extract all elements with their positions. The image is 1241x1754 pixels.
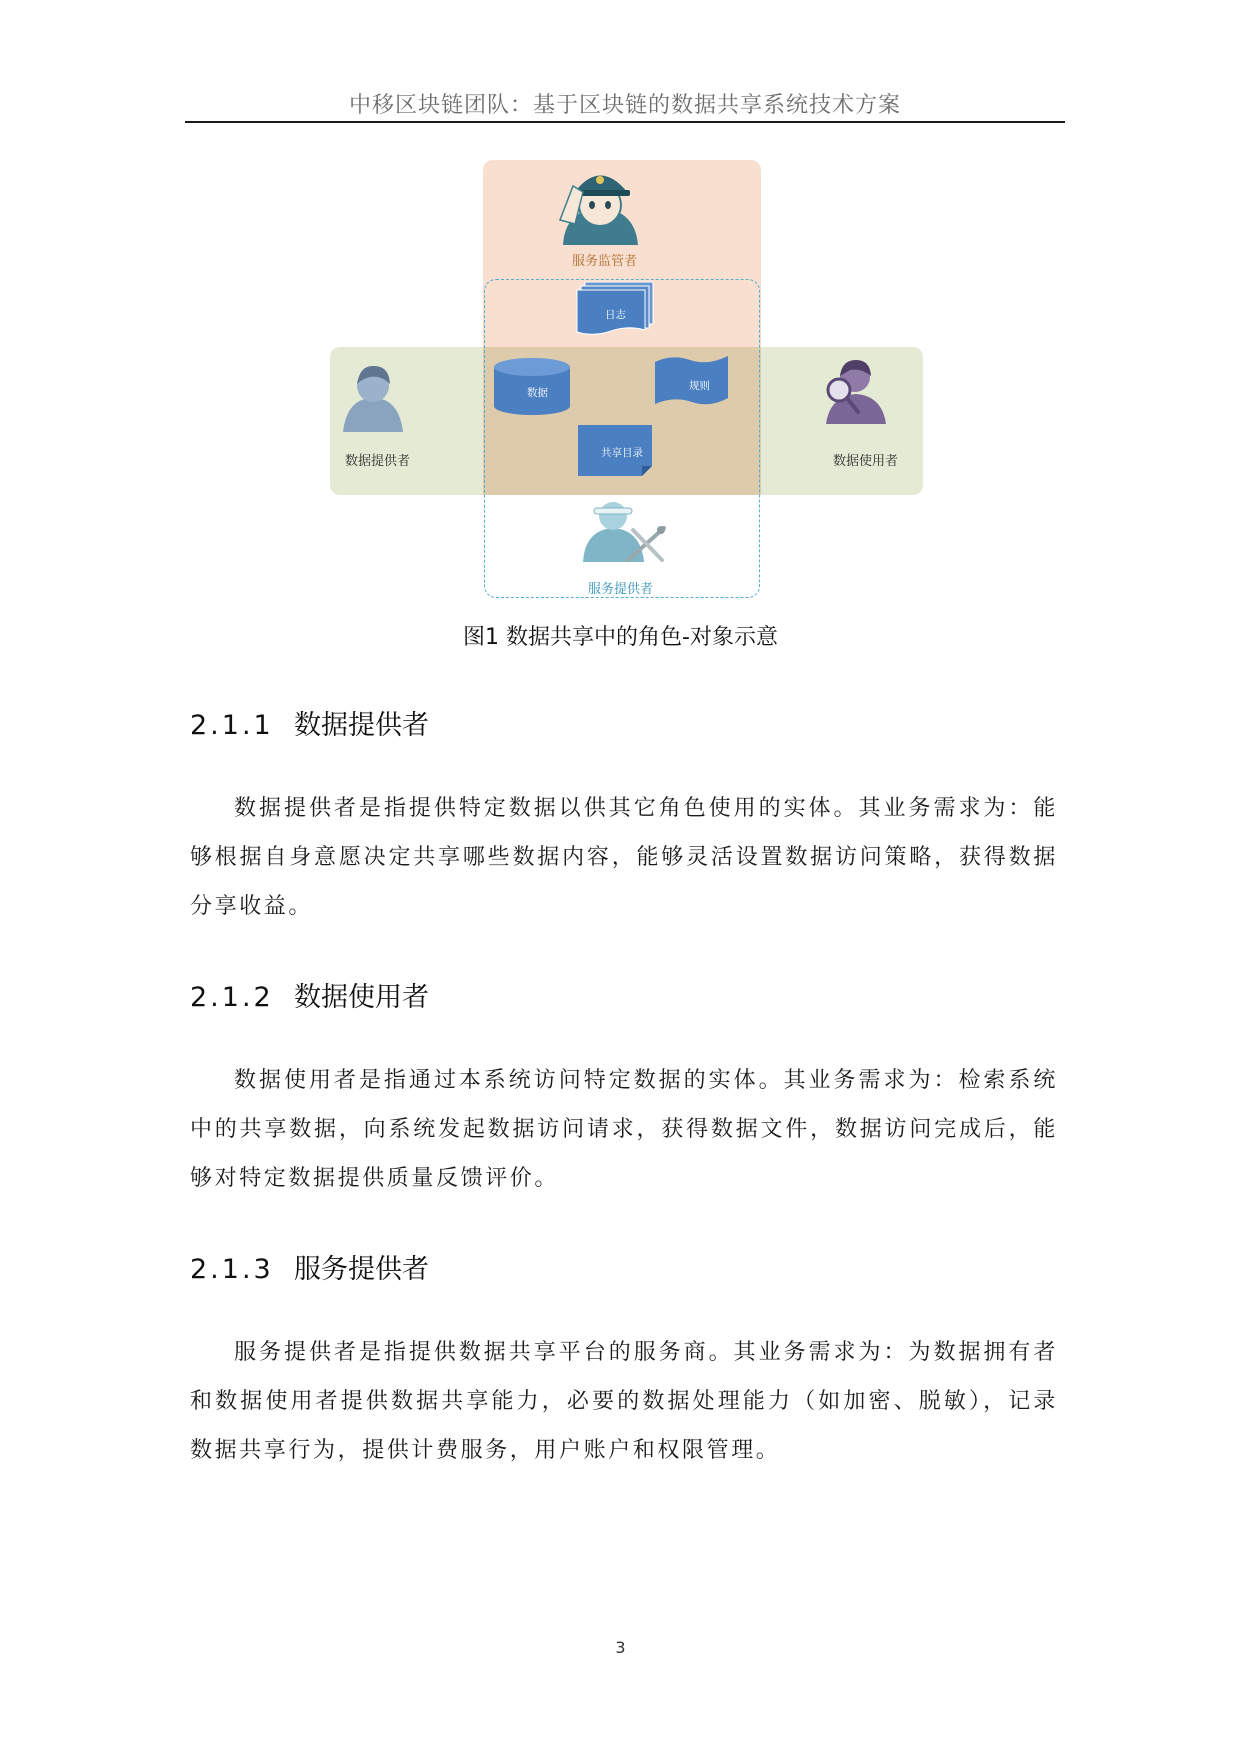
page-number: 3: [615, 1638, 626, 1657]
police-officer-icon: [560, 176, 638, 246]
page-header: 中移区块链团队：基于区块链的数据共享系统技术方案: [348, 93, 901, 118]
data-user-label: 数据使用者: [833, 454, 899, 469]
data-provider-label: 数据提供者: [345, 454, 411, 469]
section-number: 2.1.1: [190, 710, 274, 741]
section-heading-data-provider: [190, 703, 429, 742]
section-number: 2.1.2: [190, 982, 274, 1013]
data-label: 数据: [527, 387, 548, 399]
role-object-figure: [0, 0, 1241, 620]
section-number: 2.1.3: [190, 1254, 274, 1285]
data-provider-person-icon: [343, 366, 403, 432]
section-body-service-provider: 服务提供者是指提供数据共享平台的服务商。其业务需求为：为数据拥有者和数据使用者提供数据共享能力，必要的数据处理能力（如加密、脱敏），记录数据共享行为，提供计费服务，用户账户和权限管理。: [190, 1340, 1058, 1463]
data-user-magnifier-icon: [826, 360, 886, 424]
section-title: 服务提供者: [294, 1254, 429, 1285]
service-provider-tools-icon: [583, 502, 665, 562]
section-title: 数据提供者: [294, 710, 429, 741]
supervisor-label: 服务监管者: [572, 254, 638, 269]
section-body-data-provider: 数据提供者是指提供特定数据以供其它角色使用的实体。其业务需求为：能够根据自身意愿决定共享哪些数据内容，能够灵活设置数据访问策略，获得数据分享收益。: [190, 796, 1058, 919]
figure-caption: 图1 数据共享中的角色-对象示意: [463, 625, 778, 650]
section-title: 数据使用者: [294, 982, 429, 1013]
section-heading-service-provider: [190, 1247, 429, 1286]
log-label: 日志: [605, 309, 626, 321]
catalog-label: 共享目录: [601, 447, 643, 459]
section-heading-data-user: [190, 975, 429, 1014]
service-provider-label: 服务提供者: [588, 582, 654, 597]
rules-label: 规则: [689, 380, 710, 392]
section-body-data-user: 数据使用者是指通过本系统访问特定数据的实体。其业务需求为：检索系统中的共享数据，向系统发起数据访问请求，获得数据文件，数据访问完成后，能够对特定数据提供质量反馈评价。: [190, 1068, 1058, 1191]
